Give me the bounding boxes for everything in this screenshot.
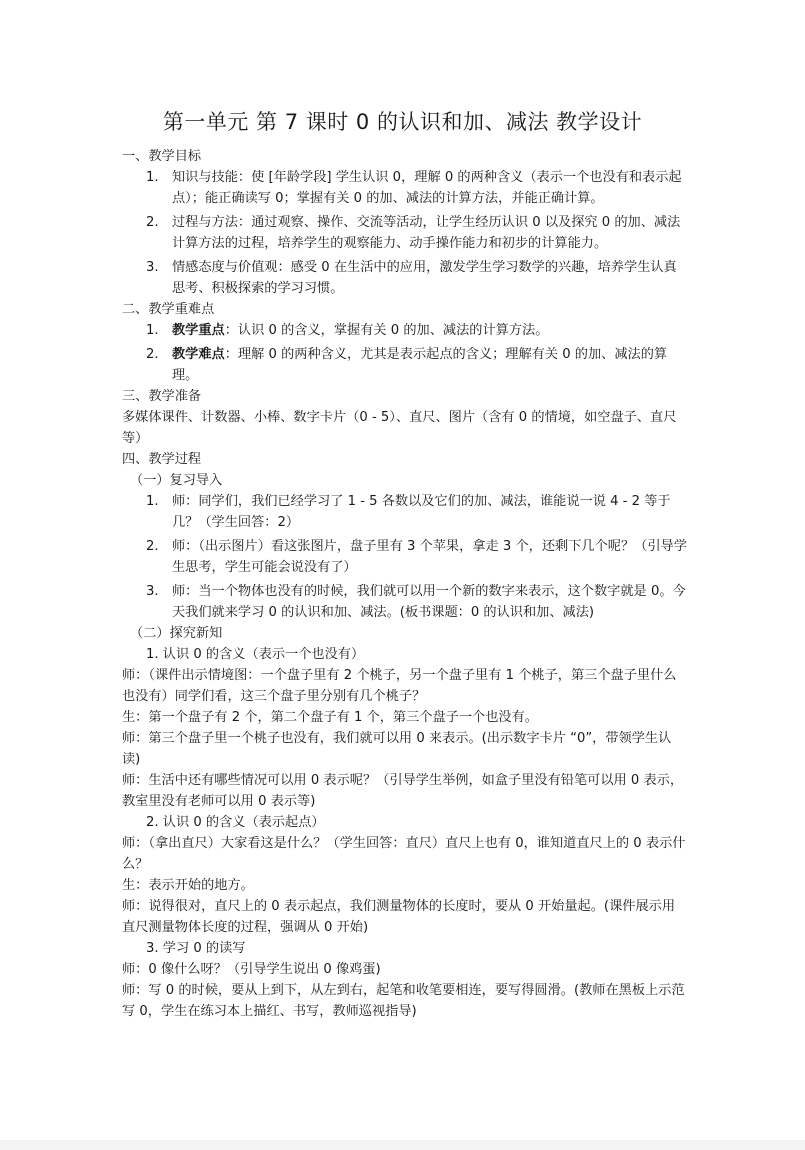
- list-item: 1. 师：同学们，我们已经学习了 1 - 5 各数以及它们的加、减法，谁能说一说 4 - 2 等于几？（学生回答：2）: [146, 494, 671, 530]
- list-item: 3. 情感态度与价值观：感受 0 在生活中的应用，激发学生学习数学的兴趣，培养学生认真思考、积极探索的学习习惯。: [146, 260, 677, 296]
- list-item: 2. 师：（出示图片）看这张图片，盘子里有 3 个苹果，拿走 3 个，还剩下几个呢？（引导学生思考，学生可能会说没有了）: [146, 539, 687, 575]
- subsection-heading-review: （一）复习导入: [130, 473, 223, 488]
- dialogue-line: 师：0 像什么呀？（引导学生说出 0 像鸡蛋): [122, 962, 381, 977]
- review-list: [122, 491, 687, 623]
- section-heading-goals: 一、教学目标: [122, 149, 202, 164]
- section-heading-prep: 三、教学准备: [122, 389, 202, 404]
- dialogue-line: 生：第一个盘子有 2 个，第二个盘子有 1 个，第三个盘子一个也没有。: [122, 710, 538, 725]
- keypoints-list: [122, 320, 687, 386]
- prep-text: 多媒体课件、计数器、小棒、数字卡片（0 - 5）、直尺、图片（含有 0 的情境，如空盘子、直尺等）: [122, 410, 677, 446]
- goals-list: [122, 167, 687, 299]
- dialogue-line: 师：第三个盘子里一个桃子也没有，我们就可以用 0 来表示。(出示数字卡片 “0”，带领学生认读): [122, 731, 672, 767]
- subsection-heading-explore: （二）探究新知: [130, 626, 223, 641]
- dialogue-line: 师：生活中还有哪些情况可以用 0 表示呢？（引导学生举例，如盒子里没有铅笔可以用 0 表示，教室里没有老师可以用 0 表示等): [122, 773, 684, 809]
- explore-subheading: 3. 学习 0 的读写: [146, 941, 246, 956]
- explore-subheading: 2. 认识 0 的含义（表示起点）: [146, 815, 325, 830]
- explore-subheading: 1. 认识 0 的含义（表示一个也没有）: [146, 647, 365, 662]
- section-heading-keypoints: 二、教学重难点: [122, 302, 215, 317]
- list-item: 2. 过程与方法：通过观察、操作、交流等活动，让学生经历认识 0 以及探究 0 的加、减法计算方法的过程，培养学生的观察能力、动手操作能力和初步的计算能力。: [146, 215, 681, 251]
- list-item: 2. 教学难点：理解 0 的两种含义，尤其是表示起点的含义；理解有关 0 的加、减法的算理。: [146, 347, 668, 383]
- dialogue-line: 师：（课件出示情境图：一个盘子里有 2 个桃子，另一个盘子里有 1 个桃子，第三个盘子里什么也没有）同学们看，这三个盘子里分别有几个桃子？: [122, 668, 677, 704]
- dialogue-line: 生：表示开始的地方。: [122, 878, 254, 893]
- dialogue-line: 师：说得很对，直尺上的 0 表示起点，我们测量物体的长度时，要从 0 开始量起。(课件展示用直尺测量物体长度的过程，强调从 0 开始): [122, 899, 676, 935]
- list-item: 3. 师：当一个物体也没有的时候，我们就可以用一个新的数字来表示，这个数字就是 0。今天我们就来学习 0 的认识和加、减法。(板书课题：0 的认识和加、减法): [146, 584, 686, 620]
- dialogue-line: 师：（拿出直尺）大家看这是什么？（学生回答：直尺）直尺上也有 0，谁知道直尺上的 0 表示什么？: [122, 836, 686, 872]
- list-item: 1. 教学重点：认识 0 的含义，掌握有关 0 的加、减法的计算方法。: [146, 323, 549, 338]
- document-body: [122, 146, 687, 1022]
- page-title: 第一单元 第 7 课时 0 的认识和加、减法 教学设计: [162, 110, 643, 134]
- list-item: 1. 知识与技能：使 [年龄学段] 学生认识 0，理解 0 的两种含义（表示一个也没有和表示起点）；能正确读写 0；掌握有关 0 的加、减法的计算方法，并能正确计算。: [146, 170, 682, 206]
- dialogue-line: 师：写 0 的时候，要从上到下，从左到右，起笔和收笔要相连，要写得圆滑。(教师在黑板上示范写 0，学生在练习本上描红、书写，教师巡视指导): [122, 983, 685, 1019]
- section-heading-process: 四、教学过程: [122, 452, 202, 467]
